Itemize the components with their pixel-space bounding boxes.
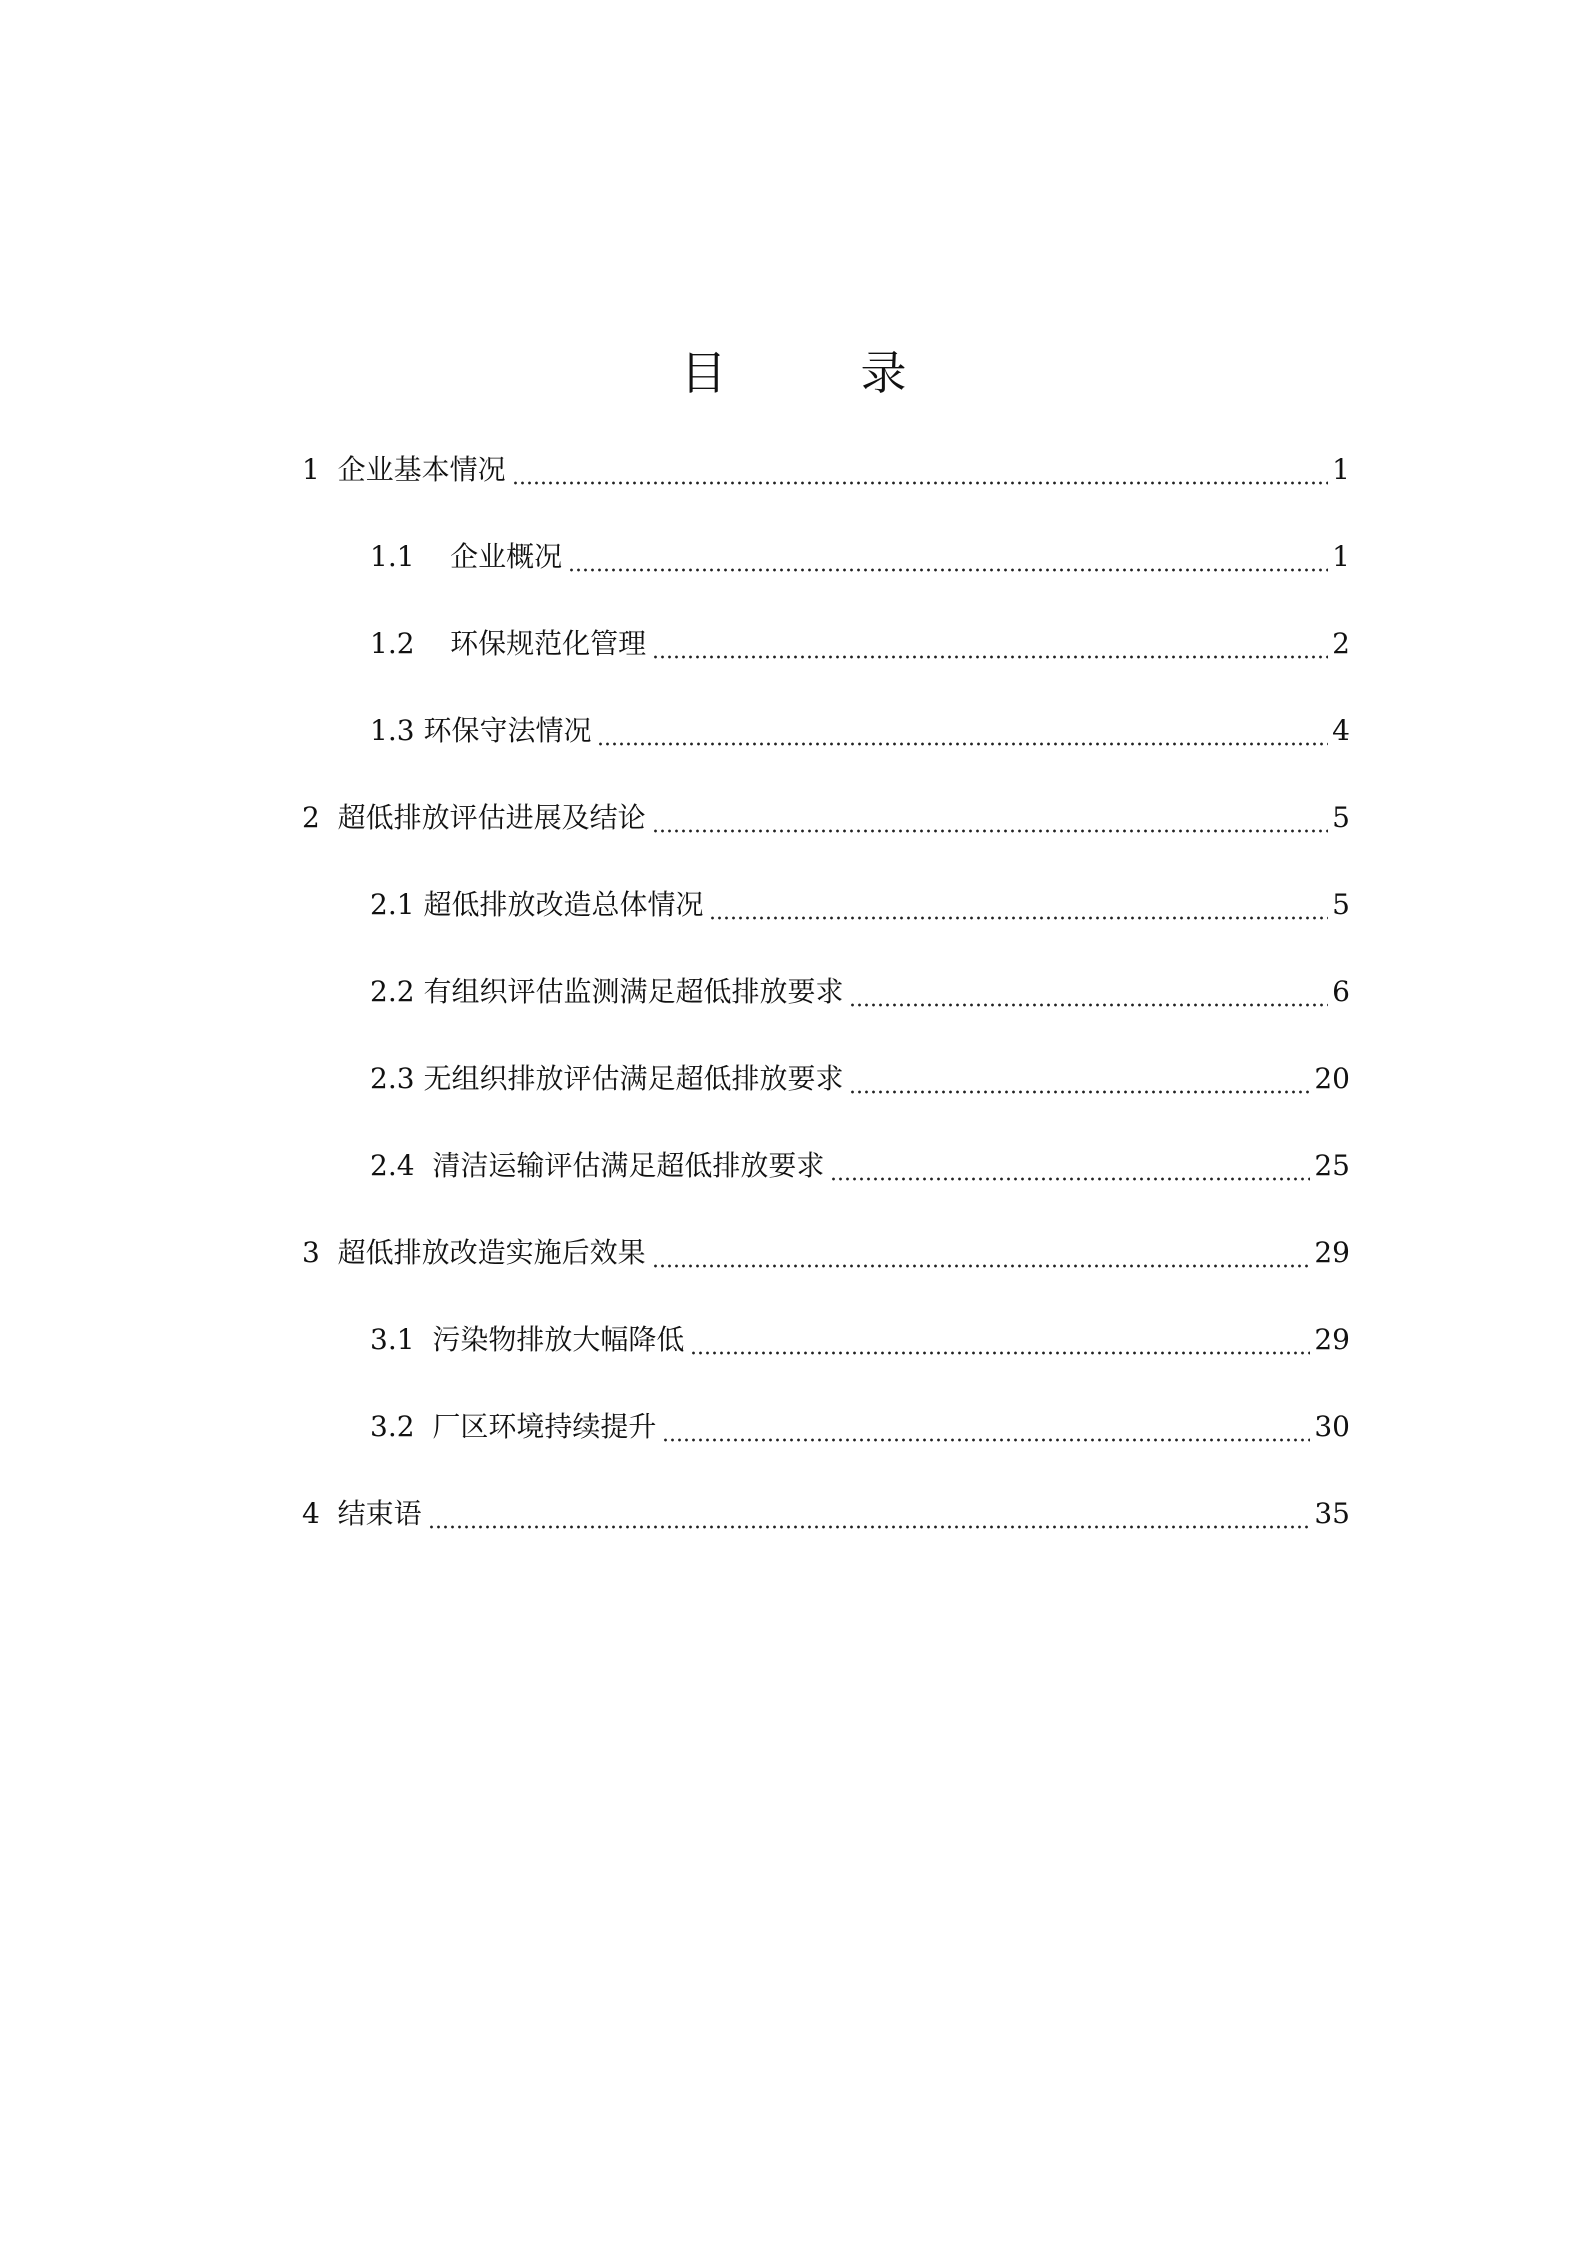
toc-entry-number: 2.2 <box>370 975 424 1008</box>
toc-entry-number: 1.1 <box>370 540 451 573</box>
dot-leader <box>652 1233 1311 1273</box>
toc-entry-number: 2.1 <box>370 888 424 921</box>
dot-leader <box>662 1407 1310 1447</box>
toc-entry[interactable] <box>370 711 1350 751</box>
toc-title: 目 录 <box>680 346 951 400</box>
toc-entry-title: 企业概况 <box>450 540 563 573</box>
toc-entry-number: 3.1 <box>370 1323 433 1356</box>
toc-entry[interactable] <box>370 1407 1350 1447</box>
toc-entry-title: 结束语 <box>337 1497 422 1530</box>
toc-entry-number: 2 <box>302 801 338 834</box>
toc-entry-number: 1.3 <box>370 714 424 747</box>
toc-entry-title: 环保守法情况 <box>423 714 592 747</box>
toc-entry-page: 25 <box>1314 1149 1350 1182</box>
toc-entry-title: 环保规范化管理 <box>450 627 647 660</box>
toc-entry[interactable] <box>302 798 1350 838</box>
toc-entry-title: 厂区环境持续提升 <box>432 1410 657 1443</box>
dot-leader <box>652 798 1329 838</box>
dot-leader <box>428 1494 1311 1534</box>
toc-entry-page: 29 <box>1314 1236 1350 1269</box>
toc-entry-page: 35 <box>1314 1497 1350 1530</box>
toc-entry-page: 30 <box>1314 1410 1350 1443</box>
toc-entry-number: 3 <box>302 1236 338 1269</box>
toc-entry[interactable] <box>302 1494 1350 1534</box>
toc-entry-page: 5 <box>1332 801 1350 834</box>
toc-entry-title: 有组织评估监测满足超低排放要求 <box>423 975 844 1008</box>
toc-entry-page: 2 <box>1332 627 1350 660</box>
toc-entry-title: 超低排放改造实施后效果 <box>337 1236 646 1269</box>
dot-leader <box>830 1146 1310 1186</box>
toc-entry-page: 4 <box>1332 714 1350 747</box>
dot-leader <box>568 537 1328 577</box>
toc-entry-title: 企业基本情况 <box>337 453 506 486</box>
toc-entry[interactable] <box>370 624 1350 664</box>
toc-entry-number: 1.2 <box>370 627 451 660</box>
toc-entry-page: 29 <box>1314 1323 1350 1356</box>
dot-leader <box>690 1320 1310 1360</box>
toc-entry[interactable] <box>370 1059 1350 1099</box>
dot-leader <box>709 885 1328 925</box>
toc-entry[interactable] <box>370 537 1350 577</box>
toc-entry[interactable] <box>302 450 1350 490</box>
toc-entry-title: 污染物排放大幅降低 <box>432 1323 685 1356</box>
dot-leader <box>849 1059 1310 1099</box>
dot-leader <box>512 450 1329 490</box>
toc-entry-title: 超低排放改造总体情况 <box>423 888 704 921</box>
dot-leader <box>597 711 1328 751</box>
toc-entry-page: 6 <box>1332 975 1350 1008</box>
dot-leader <box>849 972 1328 1012</box>
toc-entry-page: 5 <box>1332 888 1350 921</box>
toc-entry-number: 2.3 <box>370 1062 424 1095</box>
toc-entry-number: 4 <box>302 1497 338 1530</box>
toc-entry[interactable] <box>370 885 1350 925</box>
toc-entry[interactable] <box>370 1320 1350 1360</box>
toc-entry[interactable] <box>370 1146 1350 1186</box>
toc-entry-number: 2.4 <box>370 1149 433 1182</box>
dot-leader <box>652 624 1328 664</box>
toc-entry-title: 无组织排放评估满足超低排放要求 <box>423 1062 844 1095</box>
toc-entry-page: 1 <box>1332 540 1350 573</box>
toc-entry-number: 1 <box>302 453 338 486</box>
toc-entry[interactable] <box>370 972 1350 1012</box>
toc-entry-number: 3.2 <box>370 1410 433 1443</box>
toc-entry-page: 1 <box>1332 453 1350 486</box>
toc-entry-title: 清洁运输评估满足超低排放要求 <box>432 1149 825 1182</box>
toc-entry-page: 20 <box>1314 1062 1350 1095</box>
toc-entry-title: 超低排放评估进展及结论 <box>337 801 646 834</box>
toc-entry[interactable] <box>302 1233 1350 1273</box>
